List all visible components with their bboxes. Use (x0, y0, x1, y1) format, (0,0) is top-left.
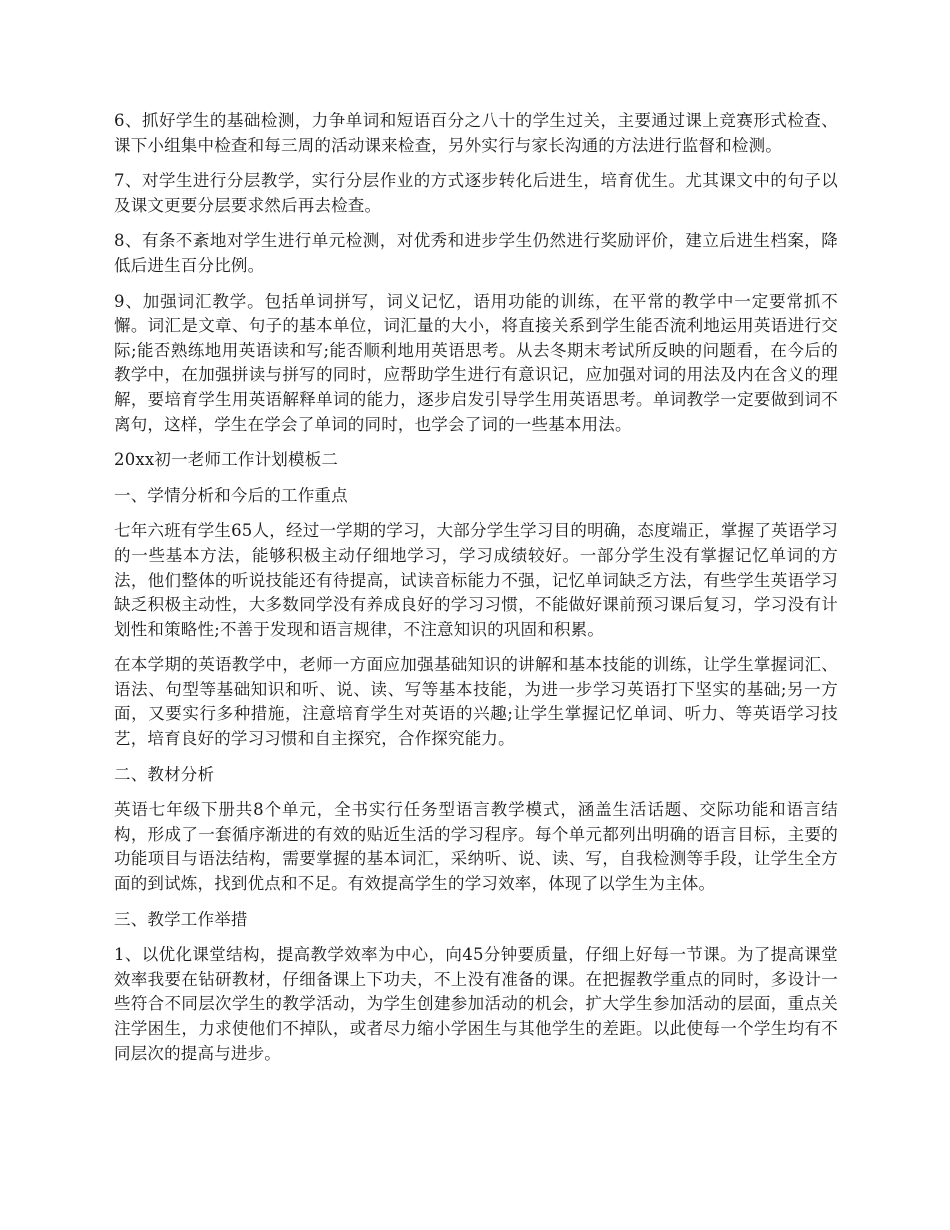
paragraph-measure-1: 1、以优化课堂结构，提高教学效率为中心，向45分钟要质量，仔细上好每一节课。为了提高课堂效率我要在钻研教材，仔细备课上下功夫，不上没有准备的课。在把握教学重点的同时，多设计一些符合不同层次学生的教学活动，为学生创建参加活动的机会，扩大学生参加活动的层面，重点关注学困生，力求使他们不掉队，或者尽力缩小学困生与其他学生的差距。以此使每一个学生均有不同层次的提高与进步。 (114, 945, 838, 1063)
paragraph-item-7: 7、对学生进行分层教学，实行分层作业的方式逐步转化后进生，培育优生。尤其课文中的句子以及课文更要分层要求然后再去检查。 (114, 171, 838, 215)
paragraph-item-6: 6、抓好学生的基础检测，力争单词和短语百分之八十的学生过关，主要通过课上竞赛形式检查、课下小组集中检查和每三周的活动课来检查，另外实行与家长沟通的方法进行监督和检测。 (114, 111, 838, 155)
document-page (114, 109, 838, 1077)
paragraph-textbook: 英语七年级下册共8个单元，全书实行任务型语言教学模式，涵盖生活话题、交际功能和语言结构，形成了一套循序渐进的有效的贴近生活的学习程序。每个单元都列出明确的语言目标，主要的功能项目与语法结构，需要掌握的基本词汇，采纳听、说、读、写，自我检测等手段，让学生全方面的到试炼，找到优点和不足。有效提高学生的学习效率，体现了以学生为主体。 (114, 800, 838, 894)
heading-teaching-measures: 三、教学工作举措 (114, 909, 248, 929)
paragraph-item-8: 8、有条不紊地对学生进行单元检测，对优秀和进步学生仍然进行奖励评价，建立后进生档案，降低后进生百分比例。 (114, 231, 838, 275)
heading-textbook-analysis: 二、教材分析 (114, 764, 215, 784)
paragraph-vocabulary-teaching: 9、加强词汇教学。包括单词拼写，词义记忆，语用功能的训练，在平常的教学中一定要常抓不懈。词汇是文章、句子的基本单位，词汇量的大小，将直接关系到学生能否流利地运用英语进行交际;能否熟练地用英语读和写;能否顺利地用英语思考。从去冬期末考试所反映的问题看，在今后的教学中，在加强拼读与拼写的同时，应帮助学生进行有意识记，应加强对词的用法及内在含义的理解，要培育学生用英语解释单词的能力，逐步启发引导学生用英语思考。单词教学一定要做到词不离句，这样，学生在学会了单词的同时，也学会了词的一些基本用法。 (114, 291, 838, 434)
heading-student-analysis: 一、学情分析和今后的工作重点 (114, 485, 348, 505)
paragraph-teaching-approach: 在本学期的英语教学中，老师一方面应加强基础知识的讲解和基本技能的训练，让学生掌握词汇、语法、句型等基础知识和听、说、读、写等基本技能，为进一步学习英语打下坚实的基础;另一方面，又要实行多种措施，注意培育学生对英语的兴趣;让学生掌握记忆单词、听力、等英语学习技艺，培育良好的学习习惯和自主探究，合作探究能力。 (114, 655, 838, 749)
section-title-template-two: 20xx初一老师工作计划模板二 (114, 450, 339, 470)
paragraph-class-situation: 七年六班有学生65人，经过一学期的学习，大部分学生学习目的明确，态度端正，掌握了英语学习的一些基本方法，能够积极主动仔细地学习，学习成绩较好。一部分学生没有掌握记忆单词的方法，他们整体的听说技能还有待提高，试读音标能力不强，记忆单词缺乏方法，有些学生英语学习缺乏积极主动性，大多数同学没有养成良好的学习习惯，不能做好课前预习课后复习，学习没有计划性和策略性;不善于发现和语言规律，不注意知识的巩固和积累。 (114, 521, 838, 639)
